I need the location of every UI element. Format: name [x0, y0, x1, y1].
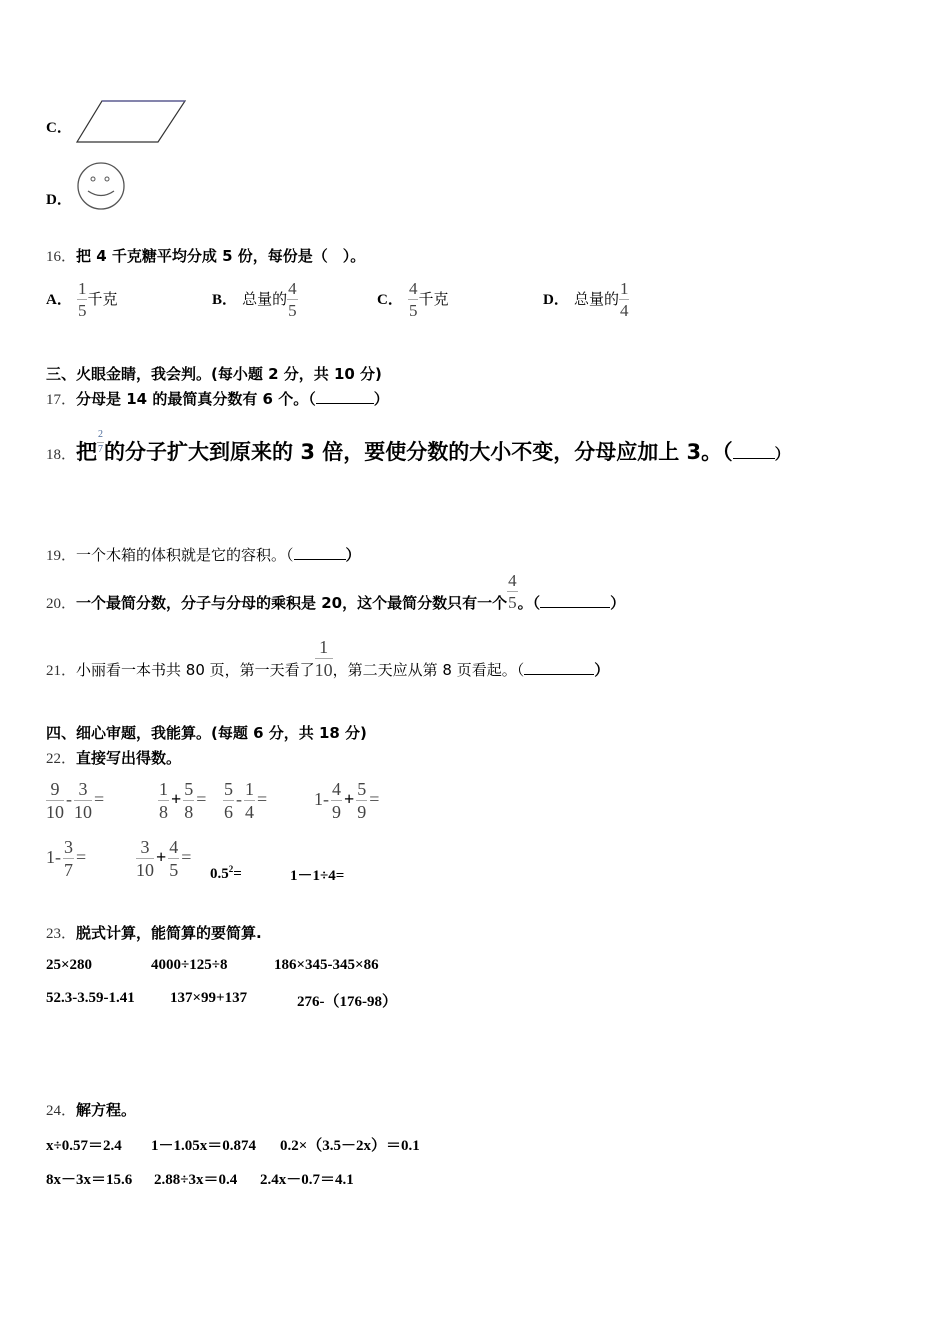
answer-blank[interactable] [316, 391, 374, 404]
question-text: 的分子扩大到原来的 3 倍，要使分数的大小不变，分母应加上 3。（ [104, 440, 733, 464]
calc-3-10-plus-4-5: $\frac{3}{10}$ + $\frac{4}{5}$ = [136, 837, 192, 880]
question-19 [46, 544, 361, 565]
section-3-heading: 三、火眼金睛，我会判。(每小题 2 分，共 10 分) [46, 365, 382, 383]
fraction: $\frac{4}{5}$ [288, 279, 297, 320]
question-text: 一个最简分数，分子与分母的乘积是 20，这个最简分数只有一个 [76, 594, 508, 612]
calc-1-minus-4-9-plus-5-9: 1- $\frac{4}{9}$ + $\frac{5}{9}$ = [314, 779, 380, 822]
q16-option-a[interactable] [46, 280, 117, 319]
option-suffix: 千克 [87, 290, 118, 308]
answer-blank[interactable] [524, 662, 594, 675]
calc-1-minus-3-7: 1- $\frac{3}{7}$ = [46, 837, 87, 880]
question-number: 18． [46, 447, 77, 463]
question-22 [46, 747, 181, 768]
answer-blank[interactable] [733, 446, 775, 459]
calc-item: 25×280 [46, 957, 93, 973]
option-suffix: 千克 [418, 290, 449, 308]
question-18 [46, 430, 790, 466]
question-16 [46, 245, 365, 266]
calc-1-minus-1-div-4: 1－1÷4= [290, 868, 345, 884]
fraction: $\frac{1}{4}$ [619, 279, 629, 320]
question-text: 脱式计算，能简算的要简算. [76, 924, 262, 942]
fraction: $\frac{1}{5}$ [77, 279, 87, 320]
calc-item: 276-（176-98） [297, 994, 397, 1010]
paren-close: ） [345, 546, 361, 564]
equation-item: 2.4x－0.7＝4.1 [260, 1172, 354, 1188]
calc-9-10-minus-3-10: $\frac{9}{10}$ - $\frac{3}{10}$ = [46, 779, 105, 822]
question-24 [46, 1099, 136, 1120]
fraction: $\frac{2}{7}$ [98, 429, 104, 455]
q16-option-c[interactable] [377, 280, 448, 319]
fraction: $\frac{4}{5}$ [508, 571, 517, 612]
option-label: A． [46, 292, 72, 308]
fraction: $\frac{4}{5}$ [408, 279, 418, 320]
equation-item: x÷0.57＝2.4 [46, 1138, 122, 1154]
calc-item: 137×99+137 [170, 990, 248, 1006]
equation-item: 2.88÷3x＝0.4 [154, 1172, 238, 1188]
question-text: 直接写出得数。 [76, 749, 182, 767]
q16-option-d[interactable] [543, 280, 629, 319]
paren-close: ） [610, 594, 626, 612]
question-number: 24． [46, 1103, 77, 1119]
option-label: D． [543, 292, 569, 308]
section-4-heading: 四、细心审题，我能算。(每题 6 分，共 18 分) [46, 724, 367, 742]
question-text: 分母是 14 的最简真分数有 6 个。（ [76, 390, 316, 408]
calc-item: 186×345-345×86 [274, 957, 379, 973]
option-c-label: C． [46, 120, 72, 136]
question-number: 23． [46, 926, 77, 942]
smiley-face-icon [75, 160, 127, 212]
option-d-label: D． [46, 192, 72, 208]
calc-1-8-plus-5-8: $\frac{1}{8}$ + $\frac{5}{8}$ = [159, 779, 207, 822]
question-number: 17． [46, 392, 77, 408]
parallelogram-figure [74, 99, 188, 145]
question-17 [46, 388, 389, 409]
paren-close: ） [373, 390, 389, 408]
equation-item: 0.2×（3.5－2x）＝0.1 [280, 1138, 420, 1154]
question-number: 21． [46, 663, 77, 679]
question-text: 解方程。 [76, 1101, 137, 1119]
question-23 [46, 922, 262, 943]
question-20 [46, 572, 625, 613]
question-text: 一个木箱的体积就是它的容积。（ [76, 546, 294, 564]
option-prefix: 总量的 [573, 290, 619, 308]
question-number: 22． [46, 751, 77, 767]
calc-item: 52.3-3.59-1.41 [46, 990, 135, 1006]
question-text-after: 。（ [517, 594, 541, 612]
question-number: 19． [46, 548, 77, 564]
calc-0-5-squared: $0.5^2=$ [210, 864, 242, 882]
question-text: ，第二天应从第 8 页看起。（ [332, 661, 525, 679]
answer-blank[interactable] [540, 595, 610, 608]
option-label: C． [377, 292, 403, 308]
q16-option-b[interactable] [212, 280, 298, 319]
question-number: 16． [46, 249, 77, 265]
equation-item: 1－1.05x＝0.874 [151, 1138, 257, 1154]
paren-close: ） [594, 661, 610, 679]
option-prefix: 总量的 [242, 290, 288, 308]
question-text: 把 4 千克糖平均分成 5 份，每份是（ ）。 [76, 247, 366, 265]
paren-close: ） [774, 445, 790, 463]
calc-item: 4000÷125÷8 [151, 957, 228, 973]
question-21 [46, 638, 609, 680]
equation-item: 8x－3x＝15.6 [46, 1172, 133, 1188]
fraction: $\frac{1}{10}$ [314, 637, 333, 680]
option-label: B． [212, 292, 238, 308]
answer-blank[interactable] [294, 547, 346, 560]
question-text-pre: 把 [76, 440, 98, 464]
question-number: 20． [46, 596, 77, 612]
question-text: 小丽看一本书共 80 页，第一天看了 [76, 661, 315, 679]
calc-5-6-minus-1-4: $\frac{5}{6}$ - $\frac{1}{4}$ = [224, 779, 268, 822]
